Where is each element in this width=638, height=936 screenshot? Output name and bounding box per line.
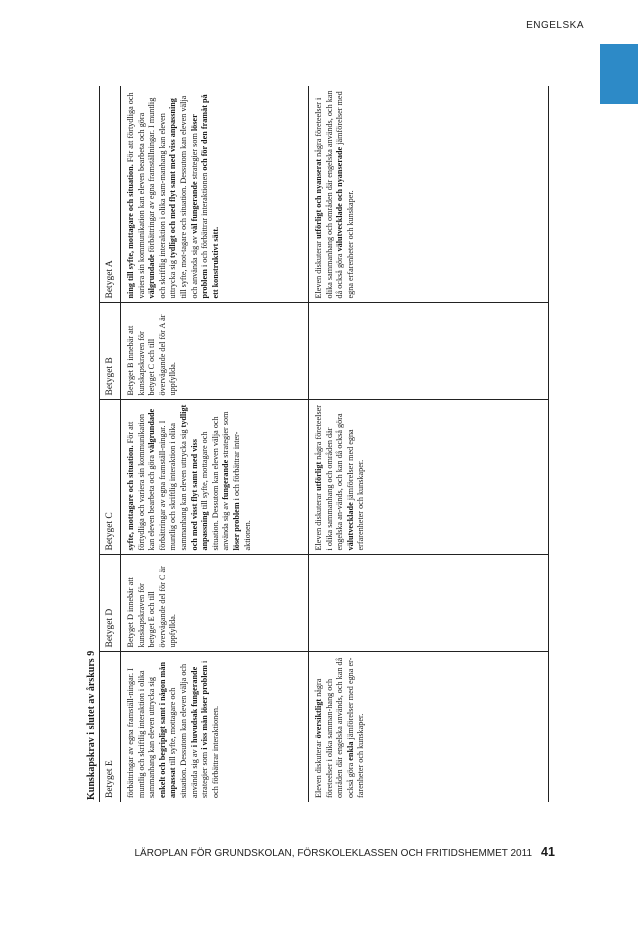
- text-segment: utförligt och nyanserat: [314, 158, 323, 239]
- text-segment: jämförelser med egna erfarenheter och kunskaper.: [335, 91, 355, 299]
- text-segment: tydligt och med visst flyt samt med viss anpassning: [178, 404, 210, 551]
- text-segment: några företeelser i olika sammanhang och områden där engelska an-vänds, och kan då också göra: [314, 404, 345, 551]
- text-segment: fungerande: [221, 459, 231, 500]
- cell-c: [309, 400, 549, 555]
- header-grade-d: Betyget D: [100, 555, 121, 652]
- cell-d: [121, 555, 309, 652]
- text-segment: löser problem: [189, 114, 210, 299]
- page-number: 41: [541, 845, 555, 859]
- text-segment: strategier som: [221, 411, 231, 460]
- text-segment: utförligt: [314, 461, 323, 491]
- text-segment: tydligt och med flyt samt med viss anpassning: [168, 98, 178, 259]
- text-segment: syfte, mottagare och situation.: [126, 445, 135, 551]
- text-segment: några företeelser i olika samman-hang och områden där engelska används, och kan då också göra: [314, 657, 355, 798]
- text-segment: löser problem: [231, 502, 241, 551]
- text-segment: till syfte, mot-tagare och situation. Dessutom kan eleven välja och använda sig av: [178, 95, 199, 299]
- table-header-row: [100, 86, 121, 802]
- cell-a: [121, 86, 309, 303]
- cell-b: [309, 303, 549, 400]
- text-segment: i och förbättrar inter-aktionen.: [231, 431, 252, 551]
- header-grade-b: Betyget B: [100, 303, 121, 400]
- text-segment: förbättringar av egna framställningar. I muntlig och skriftlig interaktion i olika sam-manhang kan eleven uttrycka sig: [147, 97, 178, 299]
- text-segment: förbättringar av egna framställ-ningar. I muntlig och skriftlig interaktion i olika sammanhang kan eleven uttrycka sig: [157, 420, 188, 551]
- knowledge-requirements-table: [99, 86, 549, 802]
- header-grade-e: Betyget E: [100, 652, 121, 802]
- header-grade-c: Betyget C: [100, 400, 121, 555]
- text-segment: några företeelser i olika sammanhang och områden där engelska används, och kan då också göra: [314, 90, 345, 299]
- footer-title: LÄROPLAN FÖR GRUNDSKOLAN, FÖRSKOLEKLASSEN OCH FRITIDSHEMMET 2011: [134, 848, 532, 859]
- text-segment: Eleven diskuterar: [314, 490, 323, 551]
- table-row: [309, 86, 549, 802]
- cell-b: [121, 303, 309, 400]
- text-segment: strategier som: [189, 131, 199, 182]
- text-segment: väl fungerande: [189, 181, 199, 234]
- text-segment: till syfte, mottagare och situation. Dessutom kan eleven välja och använda sig av: [200, 416, 231, 551]
- text-segment: strategier som: [200, 749, 210, 798]
- text-segment: Betyget D innebär att kunskapskraven för betyget E och till övervägande del för C är uppfyllda.: [126, 566, 178, 648]
- text-segment: Eleven diskuterar: [314, 738, 323, 798]
- cell-a: [309, 86, 549, 303]
- text-segment: välgrundade: [147, 408, 157, 453]
- table-row: [121, 86, 309, 802]
- text-segment: i huvudsak fungerande: [189, 666, 199, 748]
- text-segment: i viss mån löser problem: [200, 665, 210, 750]
- text-segment: För att förtydliga och variera sin kommunikation kan eleven bearbeta och göra: [126, 92, 146, 299]
- text-segment: förbättringar av egna framställ-ningar. I muntlig och skriftlig interaktion i olika sammanhang kan eleven uttrycka sig: [126, 668, 157, 798]
- header-grade-a: Betyget A: [100, 86, 121, 303]
- text-segment: Betyget B innebär att kunskapskraven för betyget C och till övervägande del för A är uppfyllda.: [126, 314, 178, 396]
- text-segment: enkla: [345, 741, 355, 761]
- text-segment: i och förbättrar interaktionen.: [200, 660, 220, 798]
- text-segment: jämförelser med egna erfarenheter och kunskaper.: [345, 429, 366, 551]
- text-segment: jämförelser med egna er-farenheter och kunskaper.: [345, 657, 366, 798]
- cell-c: [121, 400, 309, 555]
- section-color-tab: [600, 44, 638, 104]
- text-segment: enkelt och begripligt samt i någon mån anpassat: [157, 661, 178, 798]
- text-segment: översiktligt: [314, 698, 323, 739]
- text-segment: För att förtydliga och variera sin kommunikation kan eleven bearbeta och göra: [126, 414, 157, 551]
- rotated-table-container: [85, 86, 555, 802]
- cell-e: [121, 652, 309, 802]
- text-segment: Eleven diskuterar: [314, 238, 323, 299]
- text-segment: till syfte, mottagare och situation. Dessutom kan eleven välja och använda sig av: [168, 663, 199, 798]
- text-segment: välutvecklade: [345, 502, 355, 551]
- subject-header: ENGELSKA: [526, 20, 584, 31]
- cell-e: [309, 652, 549, 802]
- text-segment: välgrundade: [147, 254, 157, 299]
- text-segment: i och förbättrar interaktionen: [200, 170, 210, 270]
- text-segment: välutvecklade och nyanserade: [335, 146, 345, 252]
- text-segment: och för den framåt på ett konstruktivt sätt.: [200, 94, 220, 299]
- text-segment: ning till syfte, mottagare och situation.: [126, 164, 135, 299]
- cell-d: [309, 555, 549, 652]
- table-title: Kunskapskrav i slutet av årskurs 9: [86, 650, 97, 800]
